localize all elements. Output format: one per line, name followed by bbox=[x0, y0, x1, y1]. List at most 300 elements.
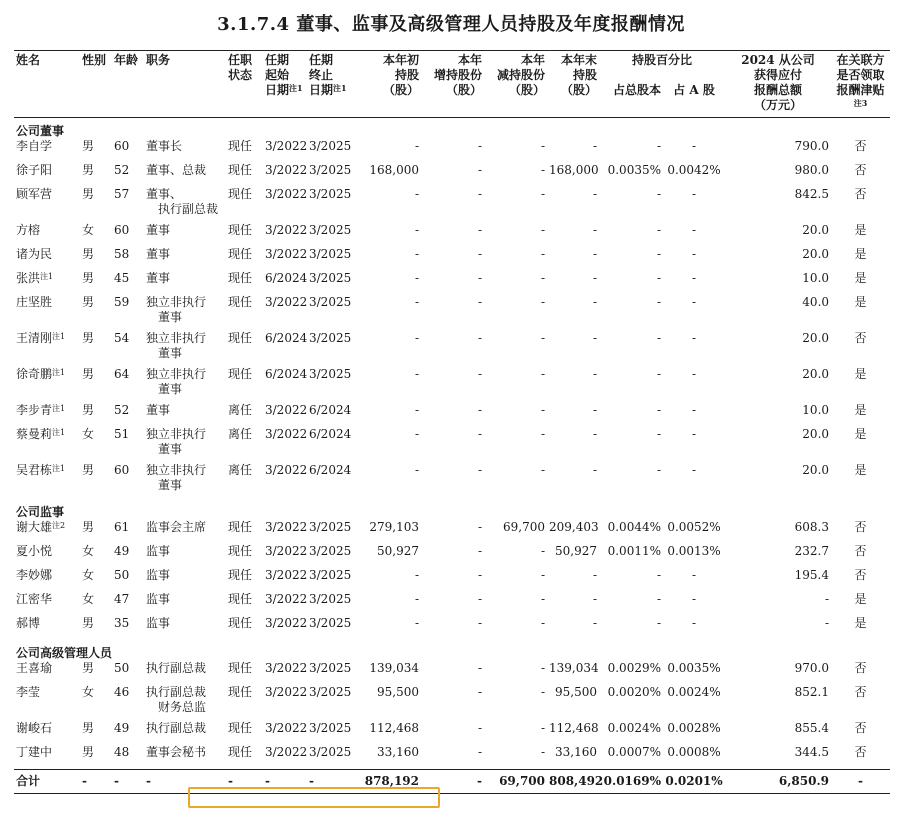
cell-begin: - bbox=[414, 463, 419, 477]
cell-pt: - bbox=[656, 403, 661, 417]
cell-name bbox=[14, 616, 80, 640]
cell-pay: 10.0 bbox=[802, 403, 830, 417]
cell-rel: 是 bbox=[854, 271, 867, 285]
cell-end: 3/2025 bbox=[309, 367, 352, 381]
cell-pay: 10.0 bbox=[802, 271, 830, 285]
cell-name bbox=[14, 661, 80, 685]
cell-pt: 0.0035% bbox=[607, 163, 661, 177]
cell-name bbox=[14, 367, 80, 403]
cell-dec: - bbox=[540, 139, 545, 153]
table-row bbox=[14, 568, 890, 592]
person-name: 李妙娜 bbox=[16, 568, 53, 582]
cell-end: 3/2025 bbox=[309, 187, 352, 201]
cell-end: 3/2025 bbox=[309, 163, 352, 177]
cell-position bbox=[144, 163, 226, 187]
cell-start: 3/2022 bbox=[265, 520, 308, 534]
cell-pa: - bbox=[691, 223, 697, 237]
cell-pt: - bbox=[656, 616, 661, 630]
total-position: - bbox=[144, 769, 226, 793]
cell-pay: - bbox=[824, 616, 830, 630]
cell-endsh: - bbox=[592, 247, 597, 261]
cell-endsh: - bbox=[592, 271, 597, 285]
cell-start: 3/2022 bbox=[265, 427, 308, 441]
cell-position bbox=[144, 592, 226, 616]
cell-endsh: - bbox=[592, 568, 597, 582]
header-end-date: 任期 终止 日期$^{注1}$ bbox=[307, 51, 357, 116]
cell-pt: - bbox=[656, 223, 661, 237]
total-inc: - bbox=[421, 769, 484, 793]
cell-start: 3/2022 bbox=[265, 592, 308, 606]
header-age: 年龄 bbox=[112, 51, 144, 116]
cell-status: 现任 bbox=[228, 271, 253, 285]
cell-endsh: 33,160 bbox=[555, 745, 597, 759]
footnote-marker: 注2 bbox=[52, 521, 66, 530]
cell-pt: 0.0029% bbox=[607, 661, 661, 675]
table-row bbox=[14, 721, 890, 745]
cell-dec: - bbox=[540, 661, 545, 675]
cell-end: 3/2025 bbox=[309, 247, 352, 261]
person-name: 顾军营 bbox=[16, 187, 53, 201]
cell-rel: 是 bbox=[854, 295, 867, 309]
cell-inc: - bbox=[477, 685, 482, 699]
position-line: 监事会主席 bbox=[146, 520, 207, 534]
cell-pay: 608.3 bbox=[794, 520, 830, 534]
cell-gender: 女 bbox=[82, 685, 95, 699]
cell-pa: 0.0008% bbox=[667, 745, 721, 759]
cell-inc: - bbox=[477, 295, 482, 309]
cell-name bbox=[14, 139, 80, 163]
person-name: 夏小悦 bbox=[16, 544, 53, 558]
person-name: 吴君栋 bbox=[16, 463, 53, 477]
cell-status: 离任 bbox=[228, 403, 253, 417]
cell-position bbox=[144, 139, 226, 163]
cell-dec: - bbox=[540, 187, 545, 201]
cell-status: 现任 bbox=[228, 520, 253, 534]
cell-dec: - bbox=[540, 427, 545, 441]
cell-begin: - bbox=[414, 592, 419, 606]
cell-rel: 否 bbox=[854, 544, 867, 558]
cell-age: 35 bbox=[114, 616, 130, 630]
cell-age: 59 bbox=[114, 295, 130, 309]
cell-gender: 女 bbox=[82, 568, 95, 582]
cell-end: 3/2025 bbox=[309, 295, 352, 309]
cell-rel: 否 bbox=[854, 331, 867, 345]
cell-endsh: - bbox=[592, 295, 597, 309]
cell-start: 3/2022 bbox=[265, 616, 308, 630]
cell-position bbox=[144, 721, 226, 745]
cell-pay: 970.0 bbox=[794, 661, 830, 675]
table-row bbox=[14, 685, 890, 721]
cell-age: 49 bbox=[114, 721, 130, 735]
table-row bbox=[14, 520, 890, 544]
cell-rel: 否 bbox=[854, 520, 867, 534]
cell-inc: - bbox=[477, 187, 482, 201]
cell-pay: 20.0 bbox=[802, 223, 830, 237]
total-label: 合计 bbox=[14, 769, 80, 793]
cell-position bbox=[144, 661, 226, 685]
cell-begin: - bbox=[414, 139, 419, 153]
cell-endsh: - bbox=[592, 403, 597, 417]
cell-end: 3/2025 bbox=[309, 592, 352, 606]
cell-pa: 0.0042% bbox=[667, 163, 721, 177]
total-age: - bbox=[112, 769, 144, 793]
position-line: 执行副总裁 bbox=[158, 202, 219, 216]
person-name: 丁建中 bbox=[16, 745, 53, 759]
cell-end: 6/2024 bbox=[309, 403, 352, 417]
footnote-marker: 注1 bbox=[52, 464, 66, 473]
cell-pa: - bbox=[691, 187, 697, 201]
cell-rel: 否 bbox=[854, 661, 867, 675]
cell-inc: - bbox=[477, 616, 482, 630]
cell-pay: 40.0 bbox=[802, 295, 830, 309]
cell-endsh: 112,468 bbox=[549, 721, 599, 735]
person-name: 李莹 bbox=[16, 685, 41, 699]
cell-status: 现任 bbox=[228, 745, 253, 759]
cell-pay: 20.0 bbox=[802, 331, 830, 345]
header-increase: 本年 增持股份 （股） bbox=[421, 51, 484, 116]
total-pay: 6,850.9 bbox=[725, 769, 831, 793]
position-line: 独立非执行 bbox=[146, 295, 207, 309]
cell-rel: 否 bbox=[854, 187, 867, 201]
cell-dec: - bbox=[540, 271, 545, 285]
cell-end: 6/2024 bbox=[309, 427, 352, 441]
cell-end: 3/2025 bbox=[309, 661, 352, 675]
cell-position bbox=[144, 463, 226, 499]
table-row bbox=[14, 745, 890, 769]
cell-rel: 否 bbox=[854, 139, 867, 153]
cell-start: 3/2022 bbox=[265, 223, 308, 237]
cell-start: 3/2022 bbox=[265, 247, 308, 261]
cell-name bbox=[14, 247, 80, 271]
cell-endsh: - bbox=[592, 187, 597, 201]
total-end: - bbox=[307, 769, 357, 793]
cell-gender: 男 bbox=[82, 187, 95, 201]
cell-status: 现任 bbox=[228, 139, 253, 153]
cell-endsh: - bbox=[592, 139, 597, 153]
cell-gender: 男 bbox=[82, 331, 95, 345]
header-end-shares: 本年末 持股 （股） bbox=[547, 51, 599, 116]
cell-pa: - bbox=[691, 403, 697, 417]
header-name: 姓名 bbox=[14, 51, 80, 116]
cell-begin: - bbox=[414, 187, 419, 201]
cell-gender: 男 bbox=[82, 745, 95, 759]
cell-pt: - bbox=[656, 427, 661, 441]
cell-begin: 50,927 bbox=[377, 544, 419, 558]
cell-name bbox=[14, 685, 80, 721]
cell-inc: - bbox=[477, 163, 482, 177]
position-line: 董事 bbox=[158, 478, 183, 492]
cell-inc: - bbox=[477, 427, 482, 441]
footnote-marker: 注1 bbox=[52, 428, 66, 437]
person-name: 王清刚 bbox=[16, 331, 53, 345]
cell-start: 6/2024 bbox=[265, 271, 308, 285]
footnote-marker: 注1 bbox=[52, 332, 66, 341]
cell-position bbox=[144, 331, 226, 367]
position-line: 监事 bbox=[146, 616, 171, 630]
cell-end: 3/2025 bbox=[309, 568, 352, 582]
cell-dec: - bbox=[540, 295, 545, 309]
cell-begin: - bbox=[414, 271, 419, 285]
cell-pt: - bbox=[656, 568, 661, 582]
cell-start: 6/2024 bbox=[265, 331, 308, 345]
cell-pay: 852.1 bbox=[794, 685, 830, 699]
cell-end: 3/2025 bbox=[309, 616, 352, 630]
table-row bbox=[14, 163, 890, 187]
section-row bbox=[14, 640, 890, 661]
cell-inc: - bbox=[477, 592, 482, 606]
header-related: 在关联方 是否领取 报酬津贴$^{注3}$ bbox=[831, 51, 890, 116]
cell-name bbox=[14, 745, 80, 769]
cell-begin: - bbox=[414, 295, 419, 309]
cell-pa: - bbox=[691, 331, 697, 345]
position-line: 独立非执行 bbox=[146, 427, 207, 441]
table-row bbox=[14, 247, 890, 271]
cell-gender: 男 bbox=[82, 616, 95, 630]
cell-rel: 否 bbox=[854, 721, 867, 735]
header-position: 职务 bbox=[144, 51, 226, 116]
position-line: 董事会秘书 bbox=[146, 745, 207, 759]
footnote-marker: 注1 bbox=[52, 368, 66, 377]
position-line: 董事 bbox=[146, 403, 171, 417]
cell-gender: 男 bbox=[82, 367, 95, 381]
cell-gender: 女 bbox=[82, 223, 95, 237]
position-line: 执行副总裁 bbox=[146, 721, 207, 735]
cell-age: 50 bbox=[114, 661, 130, 675]
table-row bbox=[14, 661, 890, 685]
cell-gender: 女 bbox=[82, 427, 95, 441]
table-row bbox=[14, 295, 890, 331]
cell-dec: - bbox=[540, 403, 545, 417]
cell-age: 46 bbox=[114, 685, 130, 699]
total-endsh: 808,492 bbox=[547, 769, 599, 793]
cell-gender: 女 bbox=[82, 592, 95, 606]
footnote-marker: 注1 bbox=[52, 404, 66, 413]
cell-pay: 195.4 bbox=[794, 568, 830, 582]
cell-pt: - bbox=[656, 463, 661, 477]
person-name: 郝博 bbox=[16, 616, 41, 630]
cell-pt: - bbox=[656, 139, 661, 153]
cell-gender: 男 bbox=[82, 163, 95, 177]
table-row bbox=[14, 331, 890, 367]
cell-start: 3/2022 bbox=[265, 544, 308, 558]
cell-inc: - bbox=[477, 223, 482, 237]
cell-pa: 0.0028% bbox=[667, 721, 721, 735]
cell-pt: 0.0007% bbox=[607, 745, 661, 759]
cell-begin: - bbox=[414, 568, 419, 582]
cell-dec: 69,700 bbox=[503, 520, 545, 534]
cell-dec: - bbox=[540, 568, 545, 582]
header-pay: 2024 从公司 获得应付 报酬总额 （万元） bbox=[725, 51, 831, 116]
cell-position bbox=[144, 223, 226, 247]
cell-status: 现任 bbox=[228, 568, 253, 582]
cell-pt: - bbox=[656, 187, 661, 201]
cell-pa: 0.0013% bbox=[667, 544, 721, 558]
person-name: 蔡曼莉 bbox=[16, 427, 53, 441]
cell-dec: - bbox=[540, 616, 545, 630]
cell-pay: 980.0 bbox=[794, 163, 830, 177]
cell-name bbox=[14, 592, 80, 616]
cell-age: 48 bbox=[114, 745, 130, 759]
cell-rel: 否 bbox=[854, 685, 867, 699]
position-line: 独立非执行 bbox=[146, 331, 207, 345]
cell-name bbox=[14, 403, 80, 427]
cell-rel: 否 bbox=[854, 745, 867, 759]
header-start-date: 任期 起始 日期$^{注1}$ bbox=[263, 51, 307, 116]
cell-age: 60 bbox=[114, 223, 130, 237]
cell-age: 60 bbox=[114, 139, 130, 153]
cell-pt: - bbox=[656, 271, 661, 285]
person-name: 诸为民 bbox=[16, 247, 53, 261]
cell-position bbox=[144, 544, 226, 568]
cell-status: 现任 bbox=[228, 685, 253, 699]
cell-start: 3/2022 bbox=[265, 568, 308, 582]
cell-gender: 男 bbox=[82, 247, 95, 261]
cell-rel: 是 bbox=[854, 223, 867, 237]
cell-inc: - bbox=[477, 520, 482, 534]
cell-rel: 是 bbox=[854, 403, 867, 417]
cell-begin: 279,103 bbox=[369, 520, 419, 534]
cell-endsh: 50,927 bbox=[555, 544, 597, 558]
cell-name bbox=[14, 187, 80, 223]
cell-endsh: - bbox=[592, 427, 597, 441]
cell-age: 58 bbox=[114, 247, 130, 261]
table-row bbox=[14, 403, 890, 427]
cell-inc: - bbox=[477, 247, 482, 261]
cell-gender: 男 bbox=[82, 661, 95, 675]
cell-rel: 是 bbox=[854, 367, 867, 381]
cell-begin: - bbox=[414, 403, 419, 417]
cell-position bbox=[144, 616, 226, 640]
cell-position bbox=[144, 568, 226, 592]
position-line: 董事、总裁 bbox=[146, 163, 207, 177]
cell-pt: - bbox=[656, 247, 661, 261]
position-line: 董事 bbox=[158, 442, 183, 456]
compensation-table bbox=[14, 50, 890, 794]
cell-pa: - bbox=[691, 427, 697, 441]
cell-pt: 0.0020% bbox=[607, 685, 661, 699]
cell-pa: - bbox=[691, 463, 697, 477]
cell-pay: - bbox=[824, 592, 830, 606]
cell-inc: - bbox=[477, 661, 482, 675]
cell-end: 3/2025 bbox=[309, 331, 352, 345]
cell-endsh: - bbox=[592, 616, 597, 630]
total-dec: 69,700 bbox=[484, 769, 547, 793]
cell-pa: 0.0052% bbox=[667, 520, 721, 534]
position-line: 董事 bbox=[146, 247, 171, 261]
cell-start: 3/2022 bbox=[265, 163, 308, 177]
cell-position bbox=[144, 403, 226, 427]
person-name: 谢大雄 bbox=[16, 520, 53, 534]
cell-pay: 20.0 bbox=[802, 427, 830, 441]
cell-age: 54 bbox=[114, 331, 130, 345]
cell-endsh: 209,403 bbox=[549, 520, 599, 534]
person-name: 张洪 bbox=[16, 271, 41, 285]
cell-begin: 112,468 bbox=[369, 721, 419, 735]
cell-pa: - bbox=[691, 367, 697, 381]
cell-pt: - bbox=[656, 295, 661, 309]
cell-rel: 否 bbox=[854, 163, 867, 177]
person-name: 李步青 bbox=[16, 403, 53, 417]
person-name: 徐子阳 bbox=[16, 163, 53, 177]
cell-age: 47 bbox=[114, 592, 130, 606]
total-rel: - bbox=[831, 769, 890, 793]
cell-age: 52 bbox=[114, 163, 130, 177]
cell-pa: - bbox=[691, 592, 697, 606]
table-row bbox=[14, 427, 890, 463]
position-line: 董事长 bbox=[146, 139, 183, 153]
cell-age: 60 bbox=[114, 463, 130, 477]
cell-status: 现任 bbox=[228, 367, 253, 381]
cell-position bbox=[144, 187, 226, 223]
table-row bbox=[14, 616, 890, 640]
table-row bbox=[14, 139, 890, 163]
cell-endsh: - bbox=[592, 592, 597, 606]
cell-status: 现任 bbox=[228, 223, 253, 237]
cell-dec: - bbox=[540, 331, 545, 345]
cell-pa: - bbox=[691, 616, 697, 630]
cell-position bbox=[144, 685, 226, 721]
cell-rel: 是 bbox=[854, 592, 867, 606]
position-line: 监事 bbox=[146, 592, 171, 606]
table-row bbox=[14, 544, 890, 568]
person-name: 方榕 bbox=[16, 223, 41, 237]
section-row bbox=[14, 118, 890, 140]
position-line: 董事 bbox=[146, 271, 171, 285]
cell-name bbox=[14, 721, 80, 745]
cell-begin: 139,034 bbox=[369, 661, 419, 675]
cell-begin: - bbox=[414, 616, 419, 630]
cell-name bbox=[14, 568, 80, 592]
cell-rel: 否 bbox=[854, 568, 867, 582]
cell-position bbox=[144, 745, 226, 769]
cell-inc: - bbox=[477, 271, 482, 285]
cell-endsh: 95,500 bbox=[555, 685, 597, 699]
cell-end: 3/2025 bbox=[309, 721, 352, 735]
position-line: 执行副总裁 bbox=[146, 685, 207, 699]
cell-age: 51 bbox=[114, 427, 130, 441]
cell-pt: - bbox=[656, 592, 661, 606]
cell-gender: 男 bbox=[82, 721, 95, 735]
cell-inc: - bbox=[477, 403, 482, 417]
header-pct-a: 占 A 股 bbox=[673, 83, 715, 98]
cell-gender: 女 bbox=[82, 544, 95, 558]
cell-age: 49 bbox=[114, 544, 130, 558]
cell-age: 50 bbox=[114, 568, 130, 582]
section-label: 公司高级管理人员 bbox=[16, 646, 113, 660]
cell-dec: - bbox=[540, 544, 545, 558]
cell-inc: - bbox=[477, 463, 482, 477]
cell-rel: 是 bbox=[854, 616, 867, 630]
cell-start: 3/2022 bbox=[265, 685, 308, 699]
cell-start: 3/2022 bbox=[265, 403, 308, 417]
cell-age: 64 bbox=[114, 367, 130, 381]
cell-pay: 20.0 bbox=[802, 247, 830, 261]
total-begin: 878,192 bbox=[357, 769, 421, 793]
table-row bbox=[14, 592, 890, 616]
cell-pa: - bbox=[691, 271, 697, 285]
cell-pay: 344.5 bbox=[794, 745, 830, 759]
cell-dec: - bbox=[540, 463, 545, 477]
cell-start: 3/2022 bbox=[265, 187, 308, 201]
cell-status: 现任 bbox=[228, 163, 253, 177]
cell-begin: - bbox=[414, 427, 419, 441]
cell-pt: - bbox=[656, 331, 661, 345]
cell-pa: - bbox=[691, 295, 697, 309]
person-name: 李自学 bbox=[16, 139, 53, 153]
cell-start: 3/2022 bbox=[265, 721, 308, 735]
cell-gender: 男 bbox=[82, 463, 95, 477]
cell-dec: - bbox=[540, 247, 545, 261]
